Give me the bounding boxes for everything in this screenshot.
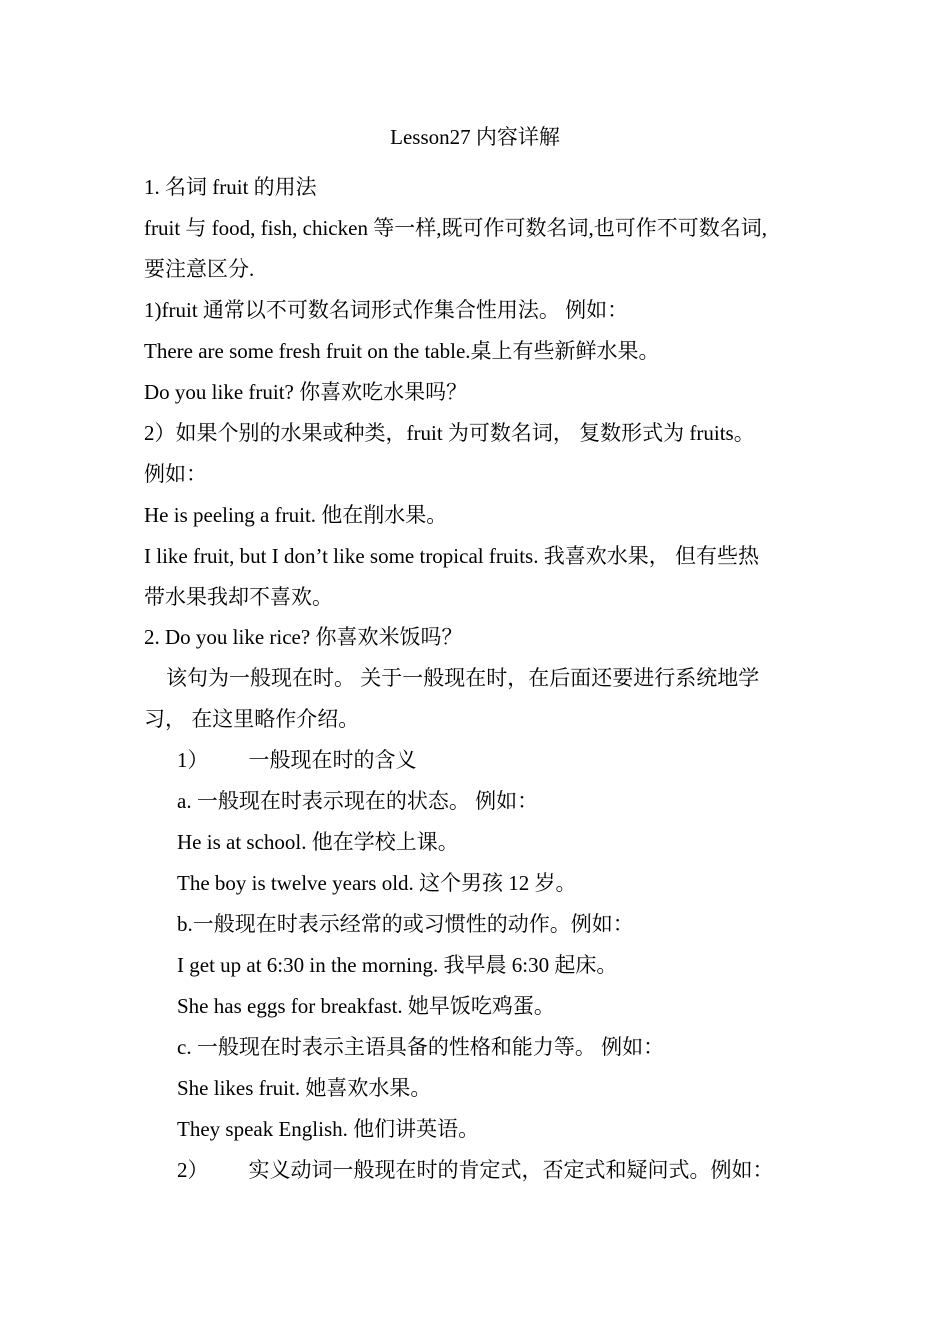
example-sentence: The boy is twelve years old. 这个男孩 12 岁。 (177, 871, 577, 895)
paragraph-line: 例如： (144, 462, 207, 486)
example-sentence: He is peeling a fruit. 他在削水果。 (144, 503, 448, 527)
paragraph-line: 要注意区分. (144, 257, 255, 281)
subheading-text: 一般现在时的含义 (248, 748, 417, 772)
paragraph-line: 1)fruit 通常以不可数名词形式作集合性用法。 例如： (144, 298, 629, 322)
subheading-number: 2） (177, 1158, 209, 1182)
subheading-forms (177, 1155, 774, 1185)
example-sentence: Do you like fruit? 你喜欢吃水果吗？ (144, 380, 468, 404)
paragraph-line: 2）如果个别的水果或种类，fruit 为可数名词， 复数形式为 fruits。 (144, 421, 755, 445)
paragraph-line: 习， 在这里略作介绍。 (144, 707, 360, 731)
example-sentence: She likes fruit. 她喜欢水果。 (177, 1076, 432, 1100)
example-sentence: I get up at 6:30 in the morning. 我早晨 6:30 起床。 (177, 953, 618, 977)
example-sentence: There are some fresh fruit on the table.桌上有些新鲜水果。 (144, 339, 660, 363)
subheading-meaning (177, 745, 417, 775)
example-sentence: They speak English. 他们讲英语。 (177, 1117, 480, 1141)
page-title: Lesson27 内容详解 (390, 125, 560, 149)
paragraph-line: fruit 与 food, fish, chicken 等一样,既可作可数名词,也可作不可数名词, (144, 216, 767, 240)
paragraph-line: a. 一般现在时表示现在的状态。 例如： (177, 789, 539, 813)
example-sentence: I like fruit, but I don’t like some tropical fruits. 我喜欢水果， 但有些热 (144, 544, 759, 568)
paragraph-line: c. 一般现在时表示主语具备的性格和能力等。 例如： (177, 1035, 665, 1059)
subheading-number: 1） (177, 748, 209, 772)
paragraph-line: 该句为一般现在时。 关于一般现在时，在后面还要进行系统地学 (166, 666, 760, 690)
example-sentence: 带水果我却不喜欢。 (144, 585, 333, 609)
subheading-text: 实义动词一般现在时的肯定式，否定式和疑问式。例如： (248, 1158, 774, 1182)
section-heading-fruit: 1. 名词 fruit 的用法 (144, 175, 317, 199)
example-sentence: She has eggs for breakfast. 她早饭吃鸡蛋。 (177, 994, 555, 1018)
section-heading-rice: 2. Do you like rice? 你喜欢米饭吗？ (144, 625, 463, 649)
example-sentence: He is at school. 他在学校上课。 (177, 830, 459, 854)
paragraph-line: b.一般现在时表示经常的或习惯性的动作。例如： (177, 912, 634, 936)
